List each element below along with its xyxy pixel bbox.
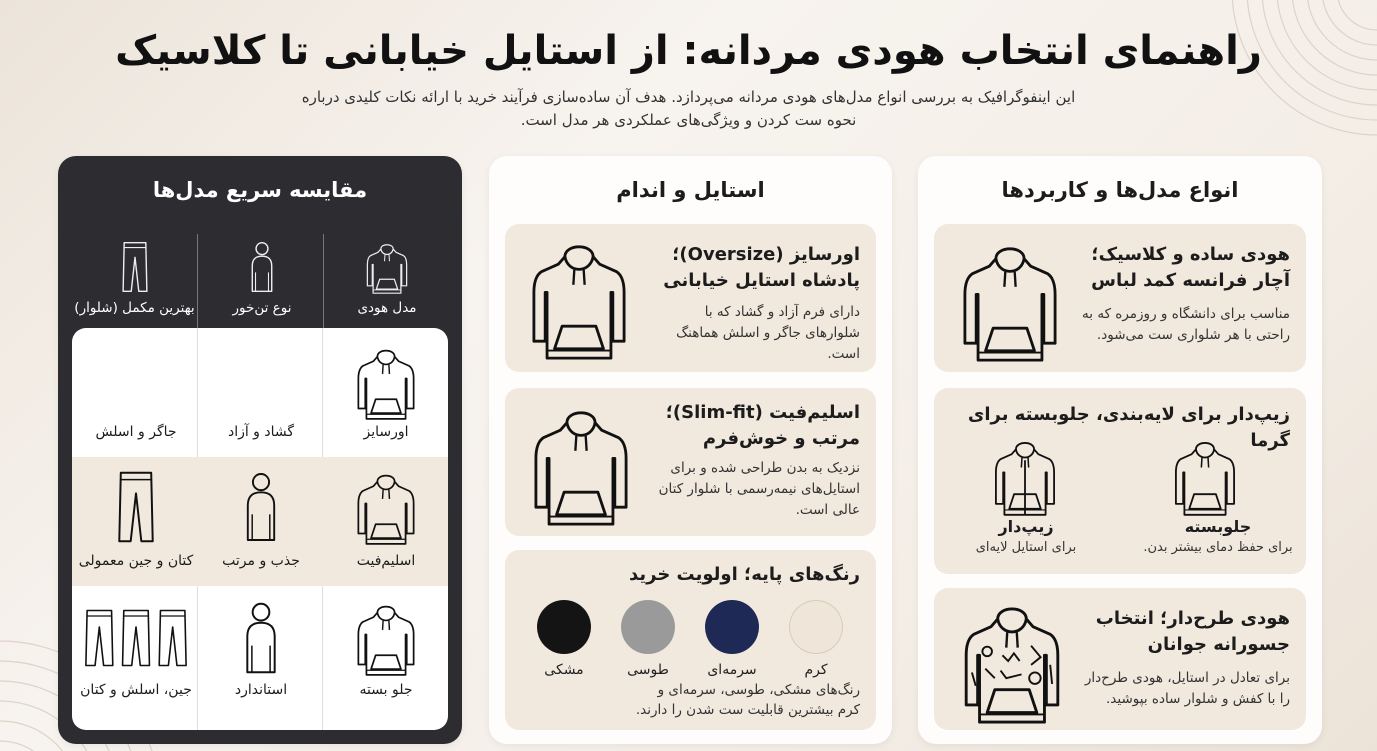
slimfit-heading: اسلیم‌فیت (Slim-fit)؛ مرتب و خوش‌فرم <box>665 402 860 449</box>
swatch-black <box>536 600 592 678</box>
colors-heading: رنگ‌های پایه؛ اولویت خرید <box>628 564 860 585</box>
cell-fit <box>199 586 323 715</box>
slim-hoodie-icon <box>354 469 418 545</box>
swatch-gray <box>620 600 676 678</box>
color-swatches <box>505 600 876 680</box>
cell-text: جین، اسلش و کتان <box>80 682 192 698</box>
classic-hoodie-icon <box>958 238 1062 362</box>
compare-table-body <box>72 328 448 730</box>
page-title: راهنمای انتخاب هودی مردانه: از استایل خیابانی تا کلاسیک <box>115 28 1262 74</box>
slimfit-body: نزدیک به بدن طراحی شده و برای استایل‌های نیمه‌رسمی با شلوار کتان عالی است. <box>658 460 860 518</box>
page-subtitle: این اینفوگرافیک به بررسی انواع مدل‌های هودی مردانه می‌پردازد. هدف آن ساده‌سازی فرآیند خرید با ارائه نکات کلیدی درباره نحوه ست کردن و ویژگی‌های عملکردی هر مدل است. <box>301 88 1076 129</box>
cell-fit <box>199 328 323 457</box>
style-card-title: استایل و اندام <box>616 178 765 202</box>
printed-hoodie-icon <box>956 598 1068 724</box>
pullover-hoodie-icon <box>1170 436 1240 516</box>
swatch-label: سرمه‌ای <box>707 662 757 678</box>
oversize-panel <box>505 224 876 372</box>
header-fit <box>201 234 323 328</box>
cell-model <box>324 328 448 457</box>
zip-hoodie-icon <box>990 436 1060 516</box>
oversize-hoodie-icon <box>349 344 423 420</box>
swatch-label: طوسی <box>627 662 669 678</box>
header-label: مدل هودی <box>357 300 417 316</box>
oversize-hoodie-icon <box>523 236 635 360</box>
body-silhouette-icon <box>241 240 283 294</box>
table-row <box>72 328 448 457</box>
pullover-note: برای حفظ دمای بیشتر بدن. <box>1143 540 1293 555</box>
oversize-body: دارای فرم آزاد و گشاد که با شلوارهای جاگر و اسلش هماهنگ است. <box>676 304 860 362</box>
cell-text: کتان و جین معمولی <box>78 553 194 569</box>
cell-pants <box>74 457 198 586</box>
cell-text: استاندارد <box>234 682 288 698</box>
printed-body: برای تعادل در استایل، هودی طرح‌دار را با کفش و شلوار ساده بپوشید. <box>1084 670 1290 707</box>
pants-icon <box>117 240 153 294</box>
header-pants <box>72 234 197 328</box>
swatch-cream <box>788 600 844 678</box>
colors-body: رنگ‌های مشکی، طوسی، سرمه‌ای و کرم بیشترین قابلیت ست شدن را دارند. <box>635 682 860 718</box>
cell-text: گشاد و آزاد <box>227 424 295 440</box>
cell-text: اورسایز <box>363 424 409 440</box>
cell-pants <box>74 328 198 457</box>
cell-model <box>324 457 448 586</box>
swatch-dot <box>705 600 759 654</box>
colors-panel <box>505 550 876 730</box>
swatch-dot <box>789 600 843 654</box>
types-card-title: انواع مدل‌ها و کاربردها <box>1001 178 1239 202</box>
pullover-label: جلوبسته <box>1184 517 1252 536</box>
printed-heading: هودی طرح‌دار؛ انتخاب جسورانه جوانان <box>1095 608 1290 655</box>
style-card <box>489 156 892 744</box>
straight-pants-icon <box>113 469 159 545</box>
cell-text: جذب و مرتب <box>222 553 300 569</box>
zip-heading: زیپ‌دار برای لایه‌بندی، جلوبسته برای گرما <box>967 404 1290 451</box>
hoodie-icon <box>363 240 411 294</box>
zip-label: زیپ‌دار <box>998 517 1054 536</box>
classic-heading: هودی ساده و کلاسیک؛ آچار فرانسه کمد لباس <box>1091 244 1290 291</box>
pullover-hoodie-icon <box>351 600 421 676</box>
header-label: بهترین مکمل (شلوار) <box>74 300 195 316</box>
cell-fit <box>199 457 323 586</box>
header-model <box>326 234 448 328</box>
zip-note: برای استایل لایه‌ای <box>975 540 1077 555</box>
zip-vs-pullover-panel <box>934 388 1306 574</box>
cell-pants <box>74 586 198 715</box>
header-label: نوع تن‌خور <box>232 300 292 316</box>
printed-hoodie-panel <box>934 588 1306 730</box>
slimfit-hoodie-icon <box>531 402 631 526</box>
swatch-label: کرم <box>804 662 828 678</box>
table-row <box>72 586 448 715</box>
swatch-dot <box>537 600 591 654</box>
table-row <box>72 457 448 586</box>
oversize-heading: اورسایز (Oversize)؛ پادشاه استایل خیابانی <box>663 244 860 291</box>
cell-text: جلو بسته <box>359 682 413 698</box>
standard-silhouette-icon <box>236 600 286 676</box>
cell-text: اسلیم‌فیت <box>356 553 416 569</box>
three-pants-icon <box>81 600 191 676</box>
cell-text: جاگر و اسلش <box>95 424 177 440</box>
decorative-rings <box>1217 0 1377 150</box>
classic-body: مناسب برای دانشگاه و روزمره که به راحتی با هر شلواری ست می‌شود. <box>1082 306 1290 343</box>
compare-card <box>58 156 462 744</box>
slimfit-panel <box>505 388 876 536</box>
swatch-navy <box>704 600 760 678</box>
compare-table-header <box>72 234 448 328</box>
slim-silhouette-icon <box>239 469 283 545</box>
types-card <box>918 156 1322 744</box>
cell-model <box>324 586 448 715</box>
compare-card-title: مقایسه سریع مدل‌ها <box>152 178 368 202</box>
swatch-label: مشکی <box>544 662 584 678</box>
swatch-dot <box>621 600 675 654</box>
classic-hoodie-panel <box>934 224 1306 372</box>
